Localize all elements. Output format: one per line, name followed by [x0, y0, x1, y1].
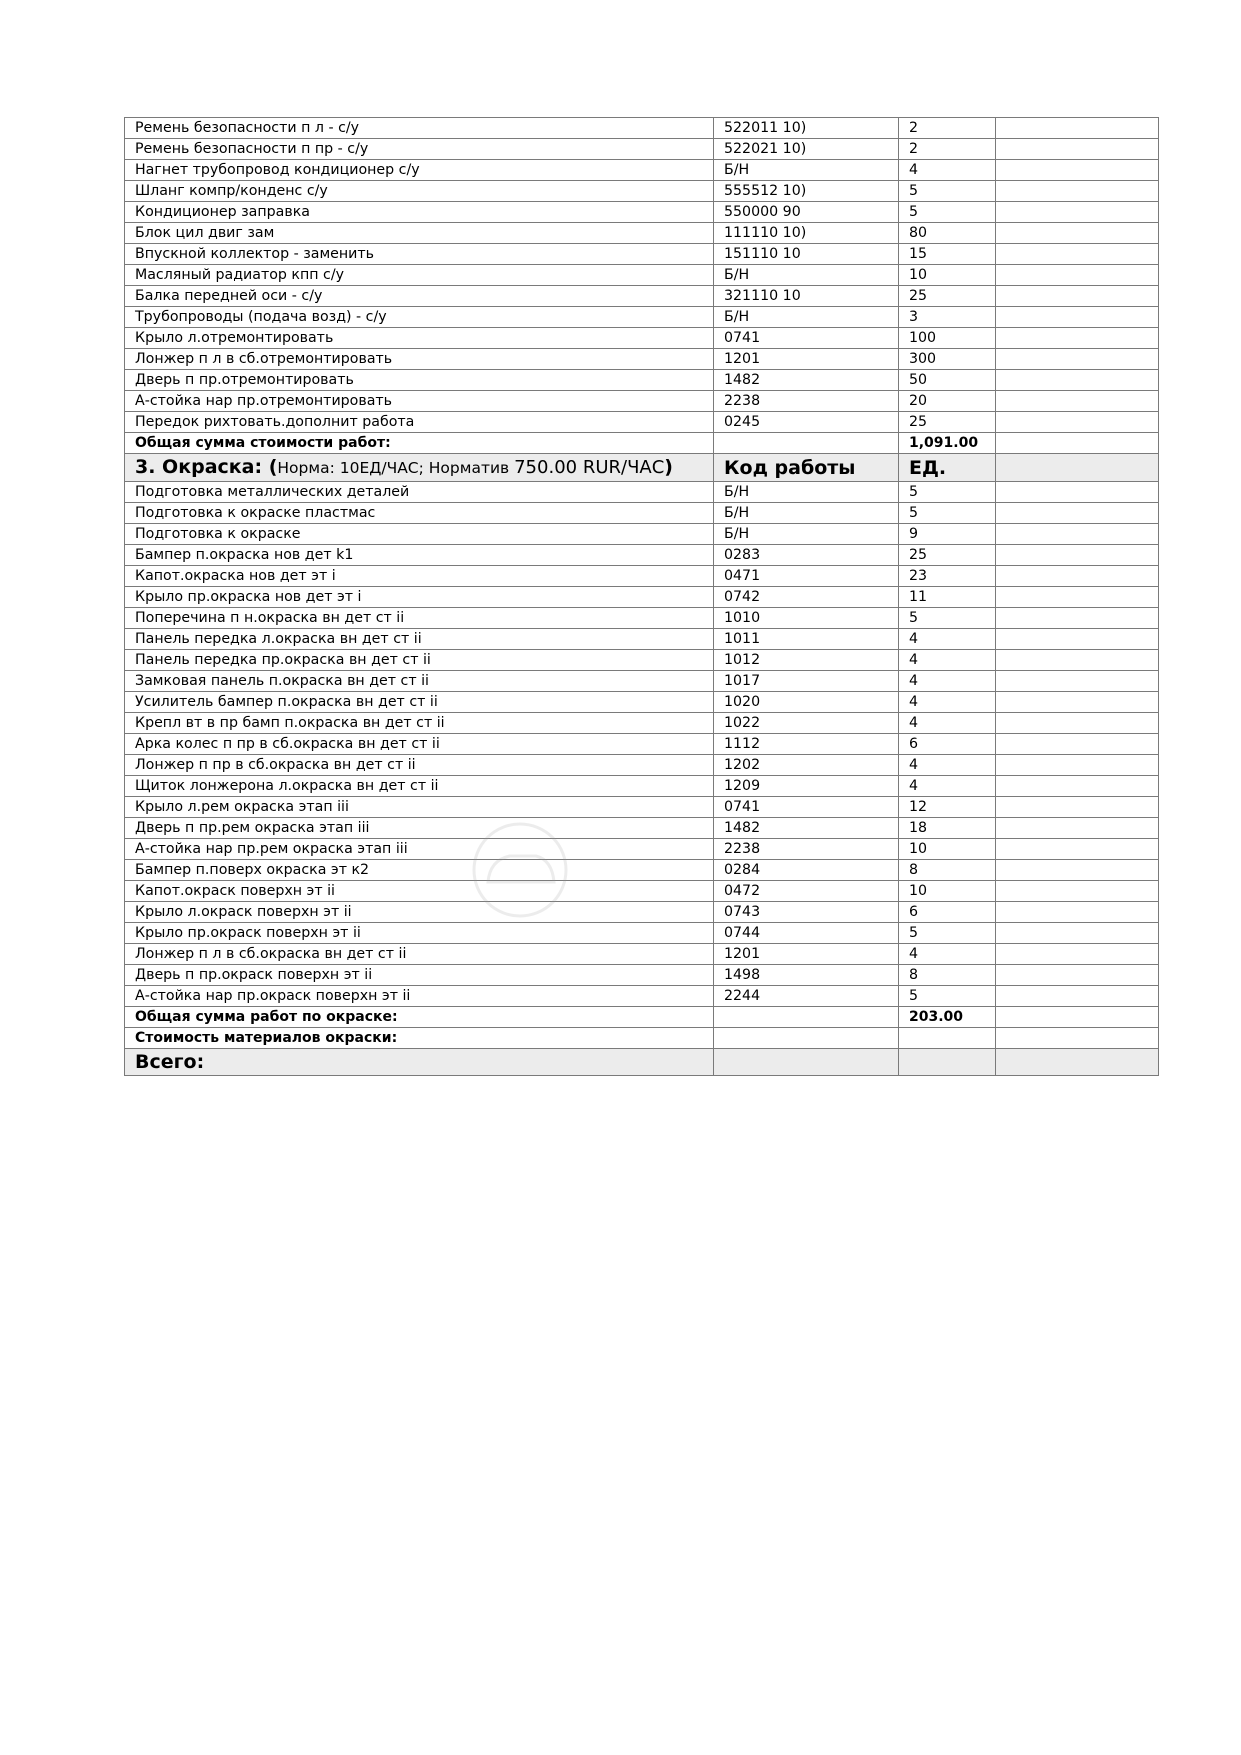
paint-row [125, 524, 1159, 545]
work-units-cell: 50 [899, 370, 996, 391]
work-name-cell: Подготовка к окраске пластмас [125, 503, 714, 524]
work-name-cell: А-стойка нар пр.окраск поверхн эт ii [125, 986, 714, 1007]
work-units-cell: 4 [899, 692, 996, 713]
work-code-cell: 1202 [714, 755, 899, 776]
paint-section [125, 482, 1159, 1007]
total-extra-cell [996, 433, 1159, 454]
work-name-cell: Крыло л.рем окраска этап iii [125, 797, 714, 818]
units-column-header: ЕД. [899, 454, 996, 482]
paint-row [125, 629, 1159, 650]
work-units-cell: 4 [899, 650, 996, 671]
norm-label: Норма: 10ЕД/ЧАС; Норматив [277, 459, 515, 477]
work-extra-cell [996, 160, 1159, 181]
work-code-cell: 0471 [714, 566, 899, 587]
bodywork-row [125, 328, 1159, 349]
work-units-cell: 5 [899, 202, 996, 223]
bodywork-total-row [125, 433, 1159, 454]
work-name-cell: Замковая панель п.окраска вн дет ст ii [125, 671, 714, 692]
paint-row [125, 692, 1159, 713]
work-extra-cell [996, 370, 1159, 391]
work-code-cell: 0742 [714, 587, 899, 608]
grand-total-label: Всего: [125, 1049, 714, 1076]
work-extra-cell [996, 482, 1159, 503]
work-extra-cell [996, 349, 1159, 370]
work-name-cell: Нагнет трубопровод кондиционер с/у [125, 160, 714, 181]
bodywork-total-section [125, 433, 1159, 482]
bodywork-row [125, 412, 1159, 433]
work-units-cell: 6 [899, 902, 996, 923]
work-name-cell: Впускной коллектор - заменить [125, 244, 714, 265]
work-name-cell: Крыло л.окраск поверхн эт ii [125, 902, 714, 923]
work-units-cell: 100 [899, 328, 996, 349]
work-units-cell: 25 [899, 286, 996, 307]
work-name-cell: Лонжер п л в сб.окраска вн дет ст ii [125, 944, 714, 965]
materials-code-cell [714, 1028, 899, 1049]
paint-row [125, 797, 1159, 818]
work-units-cell: 25 [899, 545, 996, 566]
paint-row [125, 881, 1159, 902]
work-code-cell: 1020 [714, 692, 899, 713]
work-code-cell: 555512 10) [714, 181, 899, 202]
work-extra-cell [996, 118, 1159, 139]
work-name-cell: Масляный радиатор кпп с/у [125, 265, 714, 286]
paint-row [125, 902, 1159, 923]
work-extra-cell [996, 860, 1159, 881]
work-extra-cell [996, 797, 1159, 818]
work-units-cell: 300 [899, 349, 996, 370]
work-name-cell: А-стойка нар пр.рем окраска этап iii [125, 839, 714, 860]
paint-row [125, 986, 1159, 1007]
work-extra-cell [996, 181, 1159, 202]
work-name-cell: Дверь п пр.рем окраска этап iii [125, 818, 714, 839]
materials-extra-cell [996, 1028, 1159, 1049]
extra-column-header [996, 454, 1159, 482]
norm-rate: 750.00 RUR/ЧАС [514, 457, 665, 478]
work-units-cell: 4 [899, 629, 996, 650]
paint-total-row [125, 1007, 1159, 1028]
work-units-cell: 4 [899, 160, 996, 181]
paint-total-value: 203.00 [899, 1007, 996, 1028]
work-name-cell: Крыло пр.окраска нов дет эт i [125, 587, 714, 608]
work-units-cell: 15 [899, 244, 996, 265]
work-name-cell: А-стойка нар пр.отремонтировать [125, 391, 714, 412]
work-extra-cell [996, 986, 1159, 1007]
work-code-cell: Б/Н [714, 265, 899, 286]
section-title-close: ) [664, 456, 673, 478]
work-name-cell: Шланг компр/конденс с/у [125, 181, 714, 202]
paint-row [125, 566, 1159, 587]
work-code-cell: 111110 10) [714, 223, 899, 244]
work-code-cell: 1012 [714, 650, 899, 671]
work-extra-cell [996, 524, 1159, 545]
paint-row [125, 839, 1159, 860]
work-name-cell: Крыло пр.окраск поверхн эт ii [125, 923, 714, 944]
paint-section-header [125, 454, 1159, 482]
work-extra-cell [996, 902, 1159, 923]
paint-row [125, 755, 1159, 776]
work-code-cell: 1022 [714, 713, 899, 734]
work-units-cell: 18 [899, 818, 996, 839]
work-name-cell: Подготовка к окраске [125, 524, 714, 545]
work-extra-cell [996, 566, 1159, 587]
work-units-cell: 5 [899, 181, 996, 202]
total-label: Общая сумма стоимости работ: [125, 433, 714, 454]
work-extra-cell [996, 545, 1159, 566]
work-name-cell: Дверь п пр.отремонтировать [125, 370, 714, 391]
work-extra-cell [996, 776, 1159, 797]
work-extra-cell [996, 734, 1159, 755]
paint-total-extra-cell [996, 1007, 1159, 1028]
work-units-cell: 5 [899, 608, 996, 629]
grand-total-extra-cell [996, 1049, 1159, 1076]
work-code-cell: Б/Н [714, 482, 899, 503]
work-code-cell: 0744 [714, 923, 899, 944]
work-extra-cell [996, 608, 1159, 629]
work-units-cell: 4 [899, 776, 996, 797]
work-code-cell: 0284 [714, 860, 899, 881]
bodywork-row [125, 349, 1159, 370]
work-units-cell: 8 [899, 965, 996, 986]
work-code-cell: 321110 10 [714, 286, 899, 307]
work-units-cell: 80 [899, 223, 996, 244]
work-name-cell: Дверь п пр.окраск поверхн эт ii [125, 965, 714, 986]
work-code-cell: 0245 [714, 412, 899, 433]
work-extra-cell [996, 650, 1159, 671]
materials-row [125, 1028, 1159, 1049]
work-units-cell: 4 [899, 944, 996, 965]
work-code-cell: Б/Н [714, 503, 899, 524]
paint-total-label: Общая сумма работ по окраске: [125, 1007, 714, 1028]
paint-row [125, 482, 1159, 503]
work-units-cell: 20 [899, 391, 996, 412]
work-code-cell: 1482 [714, 818, 899, 839]
work-units-cell: 4 [899, 755, 996, 776]
work-code-cell: Б/Н [714, 524, 899, 545]
work-code-cell: 2238 [714, 391, 899, 412]
paint-row [125, 923, 1159, 944]
bodywork-row [125, 265, 1159, 286]
work-units-cell: 2 [899, 118, 996, 139]
work-code-cell: 1201 [714, 944, 899, 965]
work-name-cell: Ремень безопасности п пр - с/у [125, 139, 714, 160]
work-name-cell: Крыло л.отремонтировать [125, 328, 714, 349]
work-extra-cell [996, 391, 1159, 412]
work-name-cell: Трубопроводы (подача возд) - с/у [125, 307, 714, 328]
paint-row [125, 587, 1159, 608]
work-extra-cell [996, 307, 1159, 328]
work-code-cell: 1011 [714, 629, 899, 650]
work-code-cell: 1017 [714, 671, 899, 692]
work-code-cell: 1209 [714, 776, 899, 797]
work-code-cell: Б/Н [714, 160, 899, 181]
bodywork-row [125, 370, 1159, 391]
work-code-cell: Б/Н [714, 307, 899, 328]
work-extra-cell [996, 713, 1159, 734]
paint-section-title [125, 454, 714, 482]
bodywork-row [125, 391, 1159, 412]
work-code-cell: 1201 [714, 349, 899, 370]
paint-row [125, 503, 1159, 524]
work-units-cell: 9 [899, 524, 996, 545]
work-units-cell: 5 [899, 482, 996, 503]
paint-row [125, 545, 1159, 566]
work-name-cell: Капот.окраск поверхн эт ii [125, 881, 714, 902]
work-name-cell: Арка колес п пр в сб.окраска вн дет ст ii [125, 734, 714, 755]
paint-row [125, 818, 1159, 839]
grand-total-row [125, 1049, 1159, 1076]
work-estimate-table [124, 117, 1159, 1076]
work-code-cell: 550000 90 [714, 202, 899, 223]
bodywork-row [125, 307, 1159, 328]
bodywork-row [125, 118, 1159, 139]
work-extra-cell [996, 671, 1159, 692]
bodywork-row [125, 223, 1159, 244]
work-name-cell: Крепл вт в пр бамп п.окраска вн дет ст ii [125, 713, 714, 734]
work-name-cell: Лонжер п л в сб.отремонтировать [125, 349, 714, 370]
work-name-cell: Капот.окраска нов дет эт i [125, 566, 714, 587]
work-extra-cell [996, 629, 1159, 650]
grand-total-value-cell [899, 1049, 996, 1076]
work-code-cell: 0472 [714, 881, 899, 902]
work-name-cell: Лонжер п пр в сб.окраска вн дет ст ii [125, 755, 714, 776]
work-units-cell: 4 [899, 713, 996, 734]
total-value: 1,091.00 [899, 433, 996, 454]
work-units-cell: 25 [899, 412, 996, 433]
bodywork-row [125, 286, 1159, 307]
work-code-cell: 0741 [714, 328, 899, 349]
work-units-cell: 10 [899, 839, 996, 860]
work-name-cell: Усилитель бампер п.окраска вн дет ст ii [125, 692, 714, 713]
work-extra-cell [996, 328, 1159, 349]
document-page [124, 117, 1158, 1076]
work-code-cell: 0283 [714, 545, 899, 566]
code-column-header: Код работы [714, 454, 899, 482]
paint-row [125, 734, 1159, 755]
work-extra-cell [996, 881, 1159, 902]
work-extra-cell [996, 818, 1159, 839]
work-units-cell: 11 [899, 587, 996, 608]
work-extra-cell [996, 286, 1159, 307]
bodywork-row [125, 181, 1159, 202]
work-code-cell: 522021 10) [714, 139, 899, 160]
work-code-cell: 1482 [714, 370, 899, 391]
work-extra-cell [996, 139, 1159, 160]
section-title-text: 3. Окраска: ( [135, 456, 278, 478]
work-code-cell: 0741 [714, 797, 899, 818]
paint-totals-section [125, 1007, 1159, 1076]
paint-row [125, 965, 1159, 986]
materials-value-cell [899, 1028, 996, 1049]
work-extra-cell [996, 412, 1159, 433]
work-extra-cell [996, 503, 1159, 524]
paint-row [125, 608, 1159, 629]
paint-row [125, 713, 1159, 734]
work-name-cell: Поперечина п н.окраска вн дет ст ii [125, 608, 714, 629]
bodywork-row [125, 139, 1159, 160]
work-extra-cell [996, 202, 1159, 223]
work-name-cell: Щиток лонжерона л.окраска вн дет ст ii [125, 776, 714, 797]
work-name-cell: Передок рихтовать.дополнит работа [125, 412, 714, 433]
bodywork-row [125, 202, 1159, 223]
work-extra-cell [996, 839, 1159, 860]
bodywork-row [125, 160, 1159, 181]
work-code-cell: 2238 [714, 839, 899, 860]
work-name-cell: Блок цил двиг зам [125, 223, 714, 244]
work-code-cell: 1498 [714, 965, 899, 986]
work-units-cell: 5 [899, 986, 996, 1007]
work-units-cell: 23 [899, 566, 996, 587]
work-extra-cell [996, 265, 1159, 286]
work-name-cell: Подготовка металлических деталей [125, 482, 714, 503]
work-units-cell: 5 [899, 503, 996, 524]
work-extra-cell [996, 587, 1159, 608]
paint-row [125, 776, 1159, 797]
work-name-cell: Панель передка л.окраска вн дет ст ii [125, 629, 714, 650]
work-code-cell: 522011 10) [714, 118, 899, 139]
total-code-cell [714, 433, 899, 454]
work-units-cell: 2 [899, 139, 996, 160]
work-code-cell: 151110 10 [714, 244, 899, 265]
work-units-cell: 10 [899, 265, 996, 286]
paint-row [125, 671, 1159, 692]
bodywork-row [125, 244, 1159, 265]
work-extra-cell [996, 692, 1159, 713]
work-units-cell: 12 [899, 797, 996, 818]
work-extra-cell [996, 944, 1159, 965]
work-extra-cell [996, 965, 1159, 986]
paint-row [125, 944, 1159, 965]
bodywork-section [125, 118, 1159, 433]
work-units-cell: 6 [899, 734, 996, 755]
work-name-cell: Бампер п.окраска нов дет k1 [125, 545, 714, 566]
work-name-cell: Бампер п.поверх окраска эт к2 [125, 860, 714, 881]
work-code-cell: 0743 [714, 902, 899, 923]
work-name-cell: Балка передней оси - с/у [125, 286, 714, 307]
work-code-cell: 1010 [714, 608, 899, 629]
work-extra-cell [996, 923, 1159, 944]
paint-row [125, 860, 1159, 881]
work-name-cell: Панель передка пр.окраска вн дет ст ii [125, 650, 714, 671]
work-name-cell: Ремень безопасности п л - с/у [125, 118, 714, 139]
work-units-cell: 8 [899, 860, 996, 881]
work-code-cell: 1112 [714, 734, 899, 755]
grand-total-code-cell [714, 1049, 899, 1076]
work-extra-cell [996, 244, 1159, 265]
work-name-cell: Кондиционер заправка [125, 202, 714, 223]
paint-row [125, 650, 1159, 671]
work-units-cell: 5 [899, 923, 996, 944]
work-extra-cell [996, 755, 1159, 776]
work-extra-cell [996, 223, 1159, 244]
materials-label: Стоимость материалов окраски: [125, 1028, 714, 1049]
section-norm-text [277, 459, 664, 477]
paint-total-code-cell [714, 1007, 899, 1028]
work-units-cell: 4 [899, 671, 996, 692]
work-code-cell: 2244 [714, 986, 899, 1007]
work-units-cell: 10 [899, 881, 996, 902]
work-units-cell: 3 [899, 307, 996, 328]
